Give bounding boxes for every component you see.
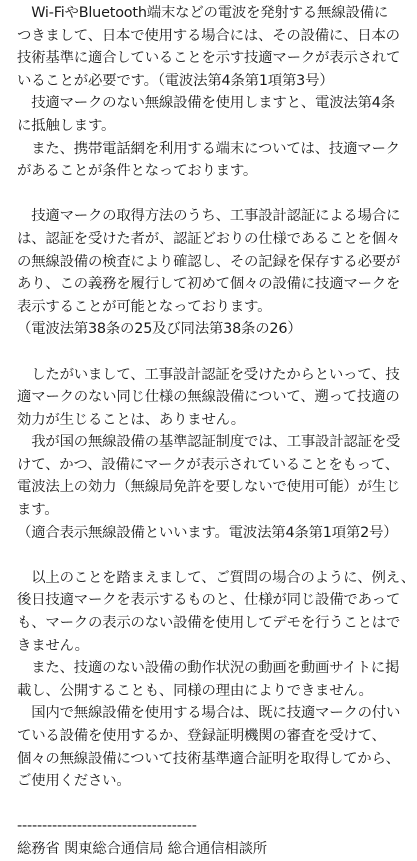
signature-separator: ------------------------------------ — [17, 818, 197, 835]
text-line: 個々の無線設備について技術基準適合証明を取得してから、 — [17, 750, 400, 767]
text-line: いることが必要です。（電波法第4条第1項第3号） — [17, 72, 334, 89]
text-line: は、認証を受けた者が、認証どおりの仕様であることを個々 — [17, 230, 401, 247]
text-line: ご使用ください。 — [17, 773, 131, 790]
text-line: があることが条件となっております。 — [17, 163, 258, 180]
text-line: また、携帯電話網を利用する端末については、技適マーク — [17, 140, 400, 157]
text-line: 我が国の無線設備の基準認証制度では、工事設計認証を受 — [17, 434, 401, 451]
text-line: 技適マークの取得方法のうち、工事設計認証による場合に — [17, 208, 401, 225]
text-line: きません。 — [17, 637, 89, 654]
text-line: に抵触します。 — [17, 117, 116, 134]
text-line: ている設備を使用するか、登録証明機関の審査を受けて、 — [17, 728, 386, 744]
text-line: ます。 — [17, 502, 59, 519]
text-line: 後日技適マークを表示するものと、仕様が同じ設備であって — [17, 592, 401, 609]
text-line: 以上のことを踏まえまして、ご質問の場合のように、例え、 — [17, 569, 415, 586]
text-line: したがいまして、工事設計認証を受けたからといって、技 — [17, 366, 400, 383]
text-line: 載し、公開することも、同様の理由によりできません。 — [17, 682, 373, 699]
text-line: 電波法上の効力（無線局免許を要しないで使用可能）が生じ — [17, 479, 401, 496]
paragraph-radio-equipment-requirement — [17, 2, 411, 183]
signature: 総務省 関東総合通信局 総合通信相談所 — [17, 840, 267, 857]
paragraph-certification-method — [17, 205, 411, 341]
text-line: また、技適のない設備の動作状況の動画を動画サイトに掲 — [17, 660, 400, 677]
text-line: 国内で無線設備を使用する場合は、既に技適マークの付い — [17, 705, 401, 722]
text-line: 表示することが可能となっております。 — [17, 298, 272, 315]
text-line: Wi-FiやBluetooth端末などの電波を発射する無線設備に — [17, 5, 389, 21]
text-line: 効力が生じることは、ありません。 — [17, 411, 245, 428]
text-line: あり、この義務を履行して初めて個々の設備に技適マークを — [17, 276, 401, 293]
text-line: 技適マークのない無線設備を使用しますと、電波法第4条 — [17, 95, 395, 112]
text-line: つきまして、日本で使用する場合には、その設備に、日本の — [17, 27, 400, 44]
text-line: （電波法第38条の25及び同法第38条の26） — [17, 321, 302, 338]
text-line: けて、かつ、設備にマークが表示されていることをもって、 — [17, 456, 399, 473]
text-line: も、マークの表示のない設備を使用してデモを行うことはで — [17, 615, 401, 632]
text-line: 技術基準に適合していることを示す技適マークが表示されて — [17, 50, 401, 67]
paragraph-gap — [17, 793, 411, 816]
document-body — [17, 2, 415, 861]
paragraph-gap — [17, 544, 411, 567]
text-line: 適マークのない同じ仕様の無線設備について、遡って技適の — [17, 389, 400, 406]
text-line: の無線設備の検査により確認し、その記録を保存する必要が — [17, 253, 401, 270]
paragraph-no-retroactive-effect — [17, 364, 411, 545]
paragraph-gap — [17, 341, 411, 364]
paragraph-conclusion — [17, 567, 415, 793]
paragraph-gap — [17, 183, 411, 206]
text-line: （適合表示無線設備といいます。電波法第4条第1項第2号） — [17, 524, 398, 541]
